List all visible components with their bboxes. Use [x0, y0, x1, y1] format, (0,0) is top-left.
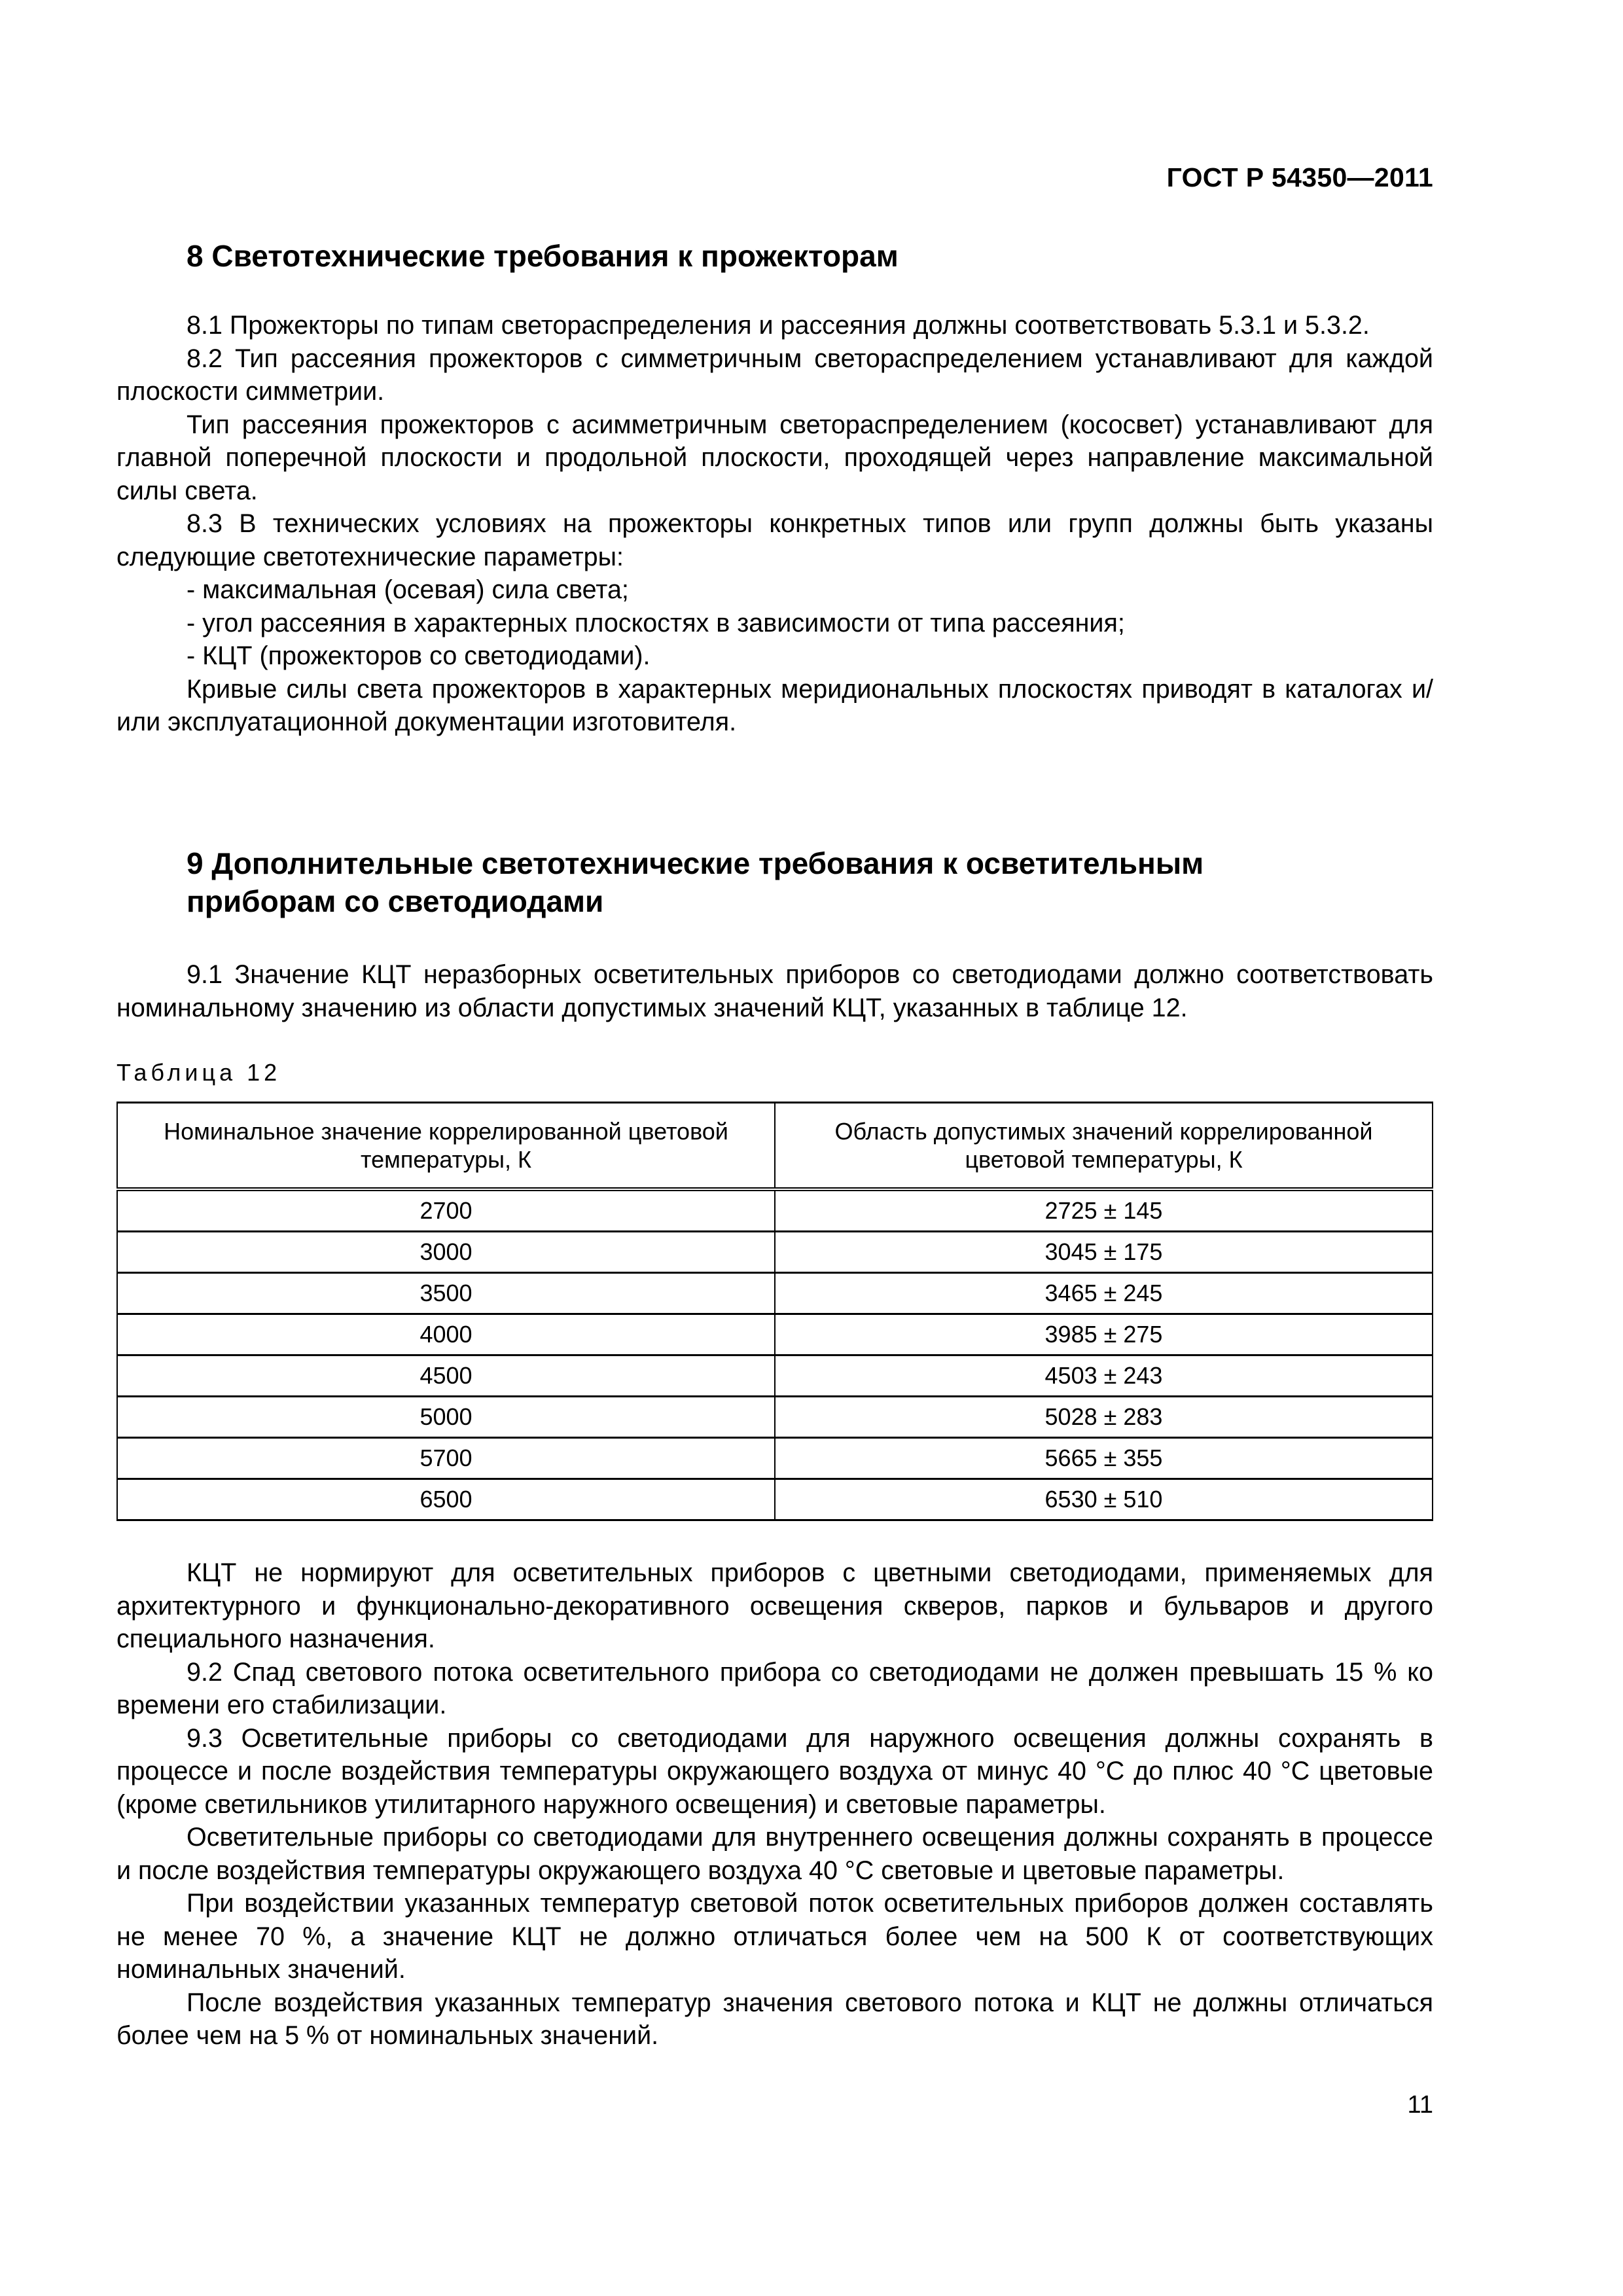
cell-nominal-cct: 5000	[117, 1397, 775, 1438]
paragraph-9-3-indoor: Осветительные приборы со светодиодами для внутреннего освещения должны сохранять в процессе и после воздействия температуры окружающего воздуха 40 °С световые и цветовые параметры.	[116, 1823, 1433, 1885]
table-row	[117, 1438, 1433, 1479]
cell-nominal-cct: 4000	[117, 1314, 775, 1355]
section-8-title: 8 Светотехнические требования к прожекторам	[187, 239, 899, 273]
section-9-title-line-2: приборам со светодиодами	[187, 884, 604, 918]
cell-cct-range: 4503 ± 243	[775, 1355, 1433, 1397]
section-8-body	[116, 309, 1433, 739]
cell-nominal-cct: 4500	[117, 1355, 775, 1397]
table-row	[117, 1232, 1433, 1273]
table-row	[117, 1355, 1433, 1397]
table-row	[117, 1314, 1433, 1355]
cell-nominal-cct: 3000	[117, 1232, 775, 1273]
paragraph-8-2: 8.2 Тип рассеяния прожекторов с симметричным светораспределением устанавливают для каждой плоскости симметрии.	[116, 344, 1433, 406]
document-code: ГОСТ Р 54350—2011	[1166, 162, 1433, 192]
paragraph-8-1: 8.1 Прожекторы по типам светораспределения и рассеяния должны соответствовать 5.3.1 и 5.3.2.	[187, 311, 1370, 340]
cell-cct-range: 6530 ± 510	[775, 1479, 1433, 1520]
section-9-body	[116, 1556, 1433, 2053]
list-item: - КЦТ (прожекторов со светодиодами).	[187, 641, 651, 670]
paragraph-9-3-after: После воздействия указанных температур значения светового потока и КЦТ не должны отличаться более чем на 5 % от номинальных значений.	[116, 1988, 1433, 2050]
cell-nominal-cct: 5700	[117, 1438, 775, 1479]
cell-nominal-cct: 6500	[117, 1479, 775, 1520]
column-header-nominal: Номинальное значение коррелированной цветовой температуры, К	[117, 1103, 775, 1190]
paragraph-8-3: 8.3 В технических условиях на прожекторы конкретных типов или групп должны быть указаны следующие светотехнические параметры:	[116, 509, 1433, 571]
list-item: - максимальная (осевая) сила света;	[187, 575, 629, 604]
page-number: 11	[1407, 2091, 1433, 2119]
cell-cct-range: 5665 ± 355	[775, 1438, 1433, 1479]
section-9-title	[116, 844, 1204, 920]
paragraph-9-3: 9.3 Осветительные приборы со светодиодами для наружного освещения должны сохранять в процессе и после воздействия температуры окружающего воздуха от минус 40 °С до плюс 40 °С цветовые (кроме светильников утилитарного наружного освещения) и световые параметры.	[116, 1723, 1433, 1819]
table-header-row	[117, 1103, 1433, 1190]
cell-nominal-cct: 2700	[117, 1189, 775, 1232]
cell-cct-range: 3045 ± 175	[775, 1232, 1433, 1273]
cell-cct-range: 3465 ± 245	[775, 1273, 1433, 1314]
paragraph-9-3-flux: При воздействии указанных температур световой поток осветительных приборов должен составлять не менее 70 %, а значение КЦТ не должно отличаться более чем на 500 К от соответствующих номинальных значений.	[116, 1889, 1433, 1984]
list-item: - угол рассеяния в характерных плоскостях в зависимости от типа рассеяния;	[187, 608, 1125, 637]
paragraph-8-curves: Кривые силы света прожекторов в характерных меридиональных плоскостях приводят в каталогах и/или эксплуатационной документации изготовителя.	[116, 674, 1433, 736]
paragraph-9-2: 9.2 Спад светового потока осветительного прибора со светодиодами не должен превышать 15 % ко времени его стабилизации.	[116, 1657, 1433, 1719]
cell-nominal-cct: 3500	[117, 1273, 775, 1314]
table-row	[117, 1479, 1433, 1520]
table-row	[117, 1397, 1433, 1438]
paragraph-9-1: 9.1 Значение КЦТ неразборных осветительных приборов со светодиодами должно соответствовать номинальному значению из области допустимых значений КЦТ, указанных в таблице 12.	[116, 960, 1433, 1022]
table-row	[117, 1273, 1433, 1314]
table-label: Таблица 12	[116, 1059, 281, 1086]
cell-cct-range: 2725 ± 145	[775, 1189, 1433, 1232]
cct-table	[116, 1102, 1433, 1521]
table-row	[117, 1189, 1433, 1232]
column-header-range: Область допустимых значений коррелированной цветовой температуры, К	[775, 1103, 1433, 1190]
paragraph-8-2-asymmetric: Тип рассеяния прожекторов с асимметричным светораспределением (кососвет) устанавливают для главной поперечной плоскости и продольной плоскости, проходящей через направление максимальной силы света.	[116, 410, 1433, 505]
paragraph-9-colored: КЦТ не нормируют для осветительных приборов с цветными светодиодами, применяемых для архитектурного и функционально-декоративного освещения скверов, парков и бульваров и другого специального назначения.	[116, 1558, 1433, 1653]
section-9-title-line-1: 9 Дополнительные светотехнические требования к осветительным	[187, 846, 1204, 880]
cell-cct-range: 3985 ± 275	[775, 1314, 1433, 1355]
cell-cct-range: 5028 ± 283	[775, 1397, 1433, 1438]
